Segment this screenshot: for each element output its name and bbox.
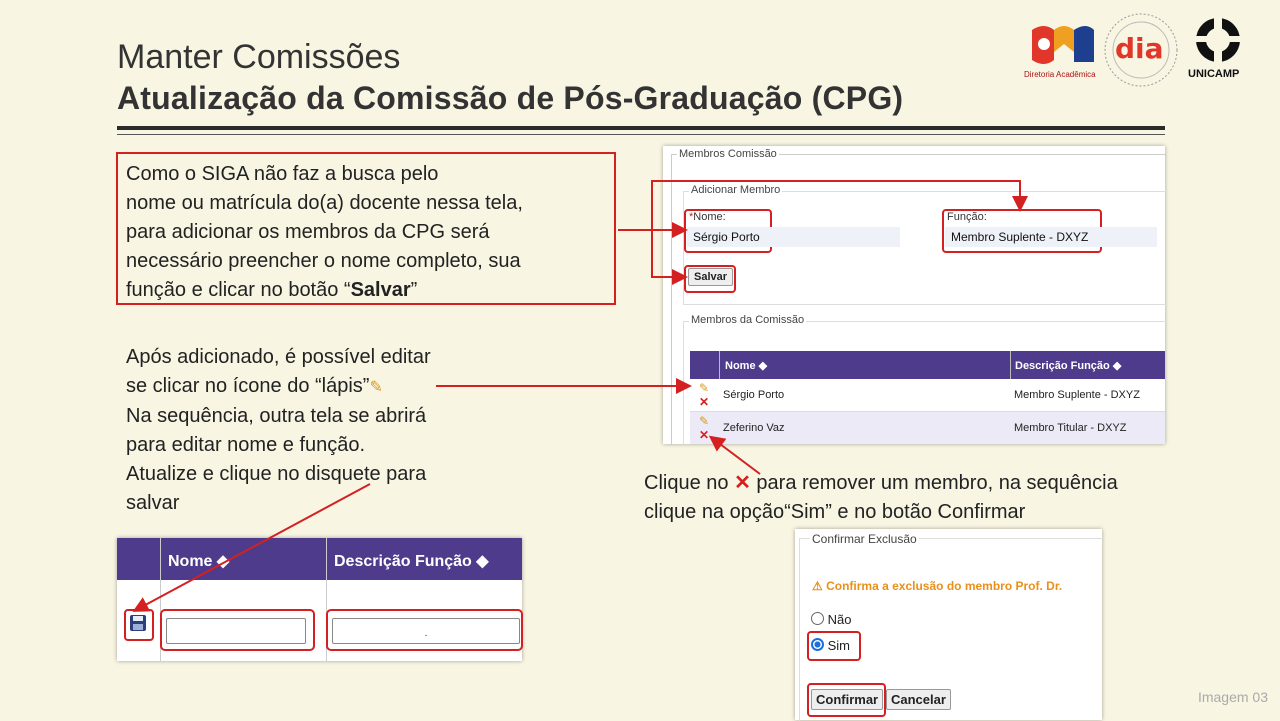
edit-note-line-3: Na sequência, outra tela se abrirá xyxy=(126,405,427,427)
remove-note-line-1-end: para remover um membro, na sequência xyxy=(756,472,1118,494)
info-line-5-end: ” xyxy=(410,279,418,301)
row-nome: Sérgio Porto xyxy=(723,389,785,401)
info-line-2: nome ou matrícula do(a) docente nessa tela, xyxy=(126,192,523,214)
close-icon[interactable]: ✕ xyxy=(699,395,710,409)
confirm-legend: Confirmar Exclusão xyxy=(812,532,917,546)
col-funcao-header[interactable]: Descrição Função ◆ xyxy=(1015,360,1122,372)
nome-label-text: Nome: xyxy=(693,211,726,223)
warning-icon: ⚠ xyxy=(812,579,823,593)
arrow-to-remove xyxy=(712,438,760,474)
info-line-1: Como o SIGA não faz a busca pelo xyxy=(126,163,439,185)
da-logo-caption: Diretoria Acadêmica xyxy=(1024,70,1096,79)
dia-logo-text: dia xyxy=(1115,32,1164,65)
info-line-5-start: função e clicar no botão “ xyxy=(126,279,351,301)
pencil-icon: ✎ xyxy=(369,379,383,396)
edit-note-line-4: para editar nome e função. xyxy=(126,434,366,456)
pencil-icon[interactable]: ✎ xyxy=(699,381,710,395)
arrow-to-salvar xyxy=(652,230,684,277)
edit-note-line-1: Após adicionado, é possível editar xyxy=(126,346,431,368)
close-icon[interactable]: ✕ xyxy=(699,428,710,442)
image-label: Imagem 03 xyxy=(1197,689,1268,705)
edit-col-funcao-header[interactable]: Descrição Função ◆ xyxy=(334,553,489,570)
salvar-button[interactable]: Salvar xyxy=(688,268,733,286)
row-funcao: Membro Suplente - DXYZ xyxy=(1014,389,1140,401)
arrow-to-floppy xyxy=(136,484,370,610)
confirmar-button[interactable]: Confirmar xyxy=(811,689,883,710)
add-member-legend: Adicionar Membro xyxy=(691,184,781,196)
cancelar-button[interactable]: Cancelar xyxy=(886,689,951,710)
info-line-3: para adicionar os membros da CPG será xyxy=(126,221,490,243)
edit-note-line-5: Atualize e clique no disquete para xyxy=(126,463,427,485)
remove-note-line-1-start: Clique no xyxy=(644,472,729,494)
remove-note-line-2: clique na opção“Sim” e no botão Confirmar xyxy=(644,501,1026,523)
col-nome-header[interactable]: Nome ◆ xyxy=(725,360,768,372)
nome-input[interactable]: Sérgio Porto xyxy=(687,227,900,247)
edit-col-nome-header[interactable]: Nome ◆ xyxy=(168,553,230,570)
info-salvar-word: Salvar xyxy=(350,279,411,301)
row-funcao: Membro Titular - DXYZ xyxy=(1014,422,1127,434)
pencil-icon[interactable]: ✎ xyxy=(699,414,710,428)
membros-legend: Membros Comissão xyxy=(679,148,777,160)
radio-sim-label: Sim xyxy=(827,638,851,653)
list-legend: Membros da Comissão xyxy=(691,314,805,326)
arrow-to-funcao xyxy=(652,181,1020,230)
slide-subtitle: Atualização da Comissão de Pós-Graduação (CPG) xyxy=(117,80,904,116)
close-icon: ✕ xyxy=(734,472,751,494)
edit-note-line-2-text: se clicar no ícone do “lápis” xyxy=(126,375,370,397)
row-nome: Zeferino Vaz xyxy=(723,422,785,434)
slide-title: Manter Comissões xyxy=(117,38,401,76)
info-line-4: necessário preencher o nome completo, sua xyxy=(126,250,521,272)
radio-nao-label: Não xyxy=(827,612,852,627)
confirm-message-text: Confirma a exclusão do membro Prof. Dr. xyxy=(826,579,1063,593)
edit-funcao-input[interactable]: . xyxy=(332,618,520,644)
edit-note-line-6: salvar xyxy=(126,492,180,514)
unicamp-logo-text: UNICAMP xyxy=(1188,68,1240,80)
funcao-input[interactable]: Membro Suplente - DXYZ xyxy=(945,227,1157,247)
nome-label: *Nome: xyxy=(689,211,726,223)
funcao-label: Função: xyxy=(947,211,987,223)
